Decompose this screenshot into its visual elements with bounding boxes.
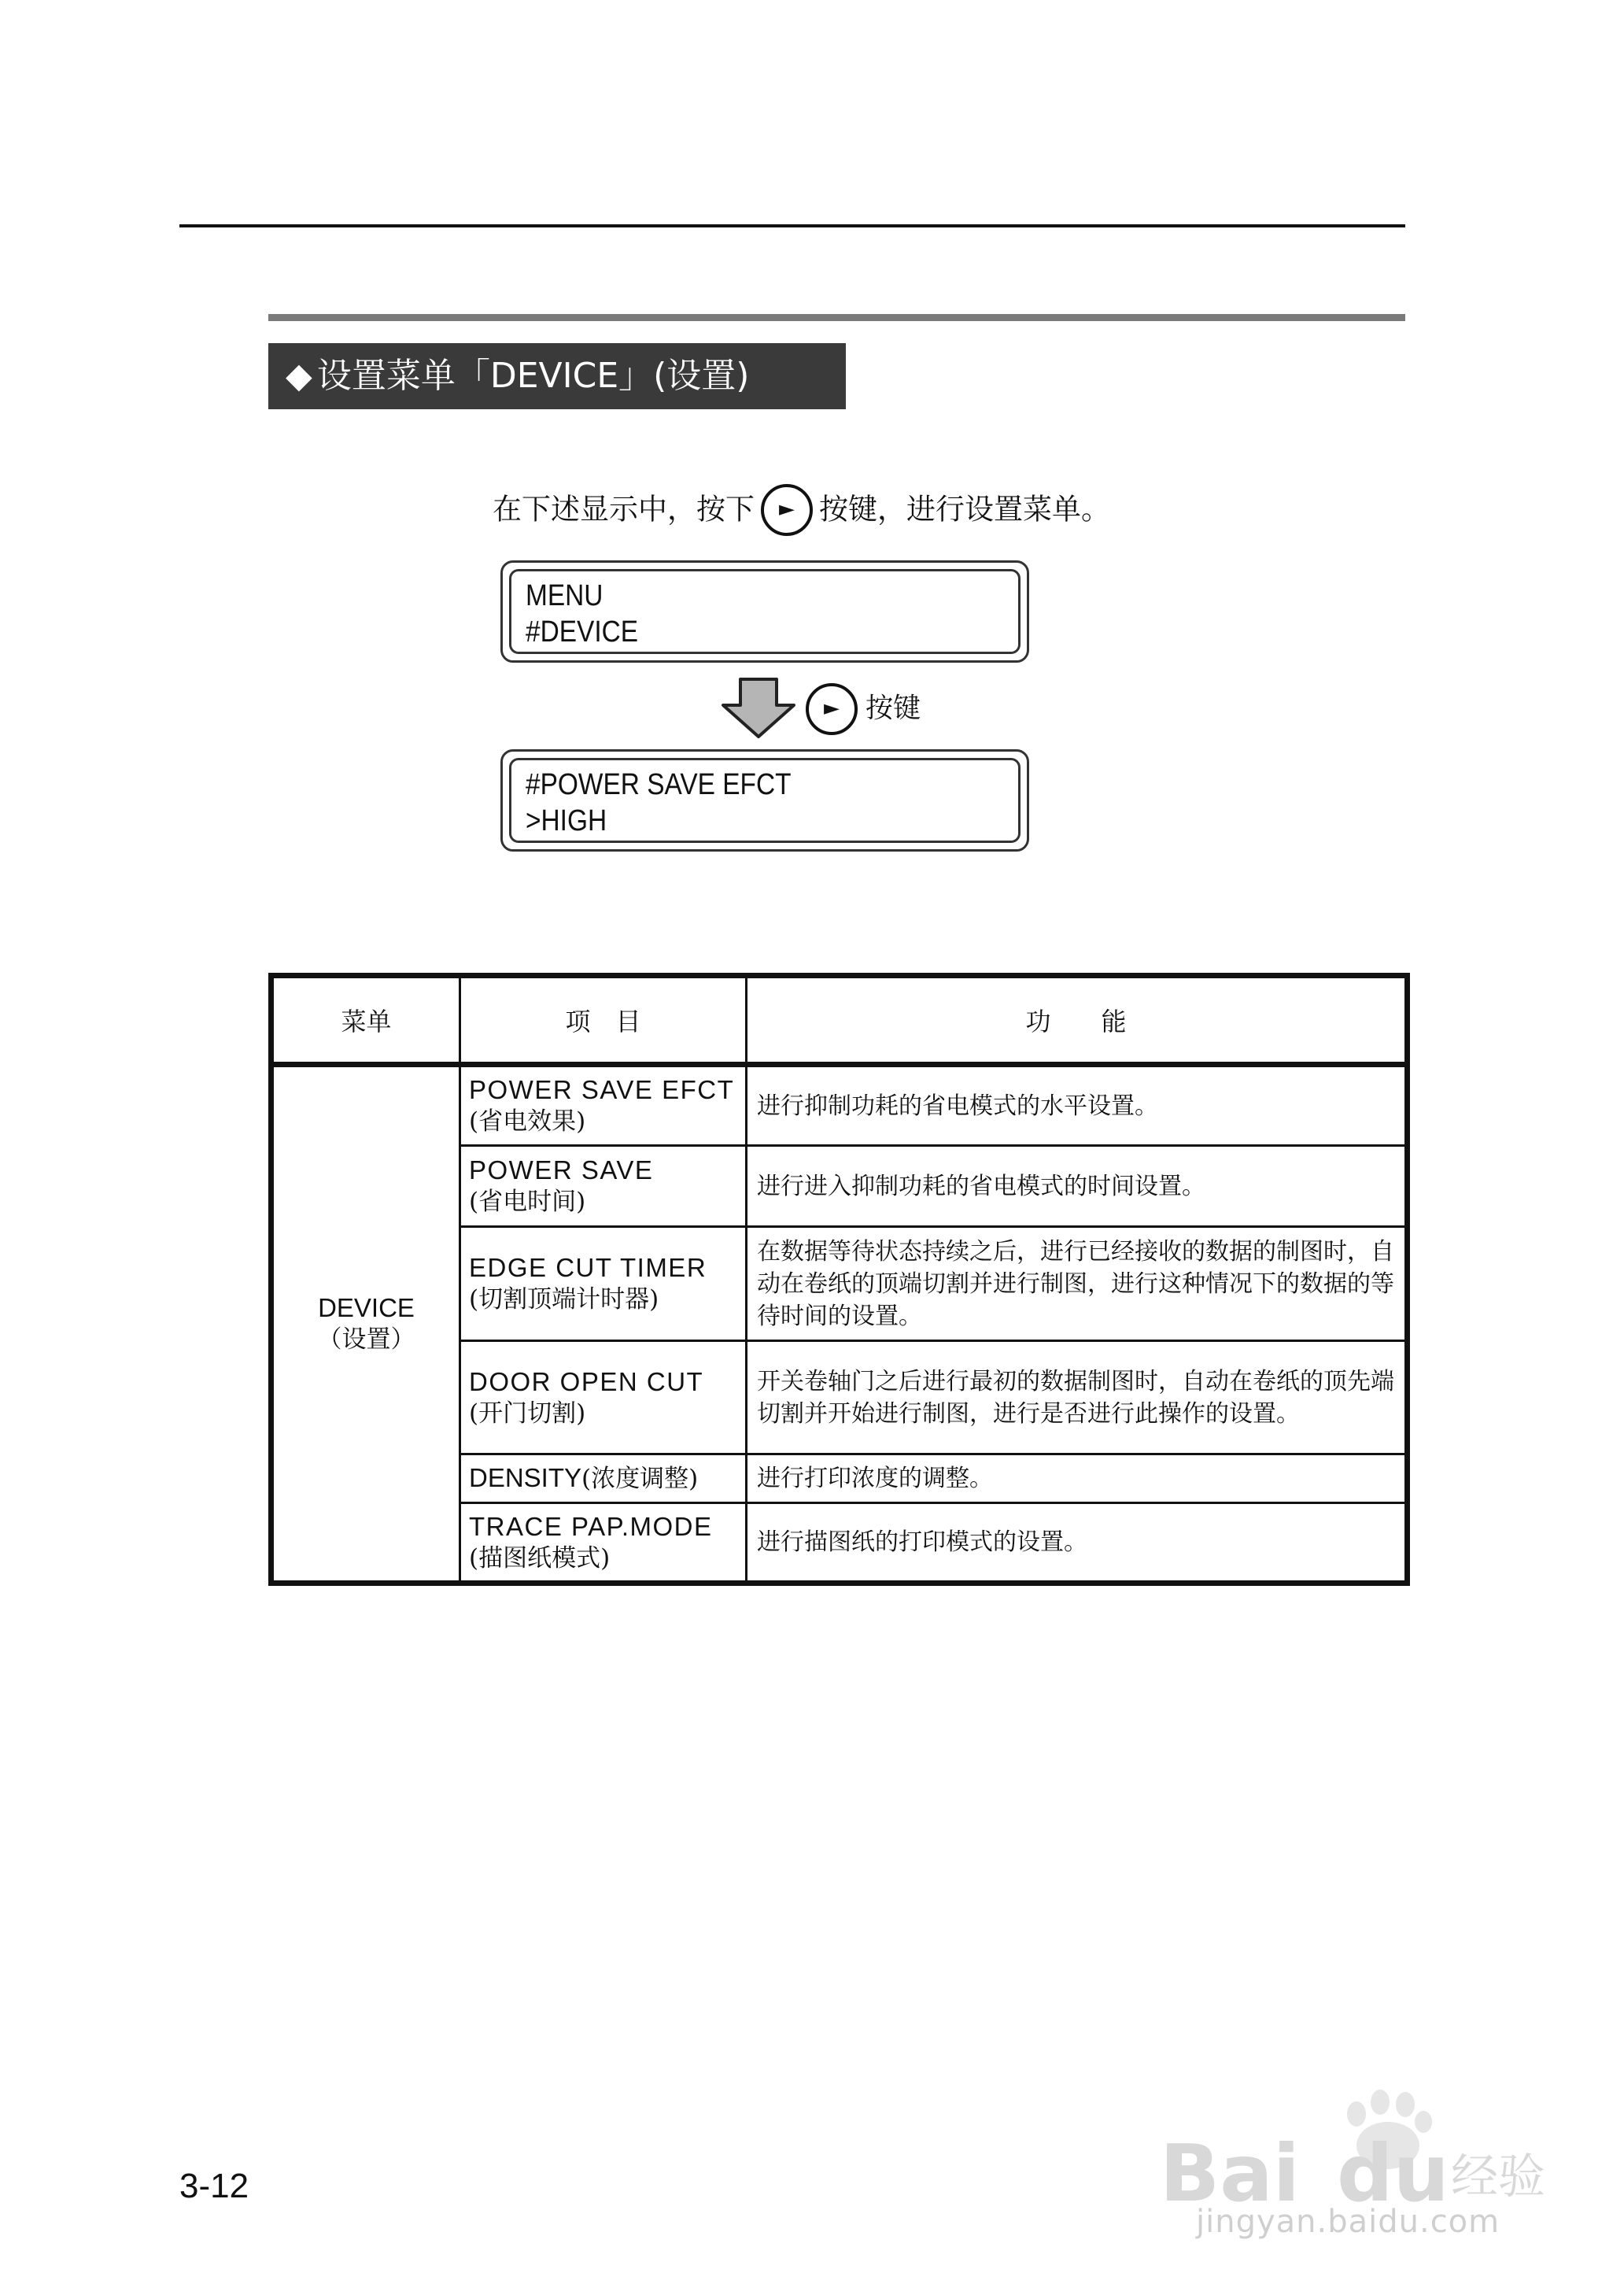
function-cell: 进行打印浓度的调整。 <box>747 1454 1408 1503</box>
lcd-display-power-save <box>500 749 1029 852</box>
intro-text-after: 按键，进行设置菜单。 <box>819 492 1110 527</box>
header-function: 功 能 <box>747 976 1408 1065</box>
table-row <box>271 1065 1408 1146</box>
key-press-indicator <box>806 682 921 735</box>
item-en: EDGE CUT TIMER <box>469 1253 707 1282</box>
item-en: POWER SAVE EFCT <box>469 1075 735 1104</box>
function-cell: 进行进入抑制功耗的省电模式的时间设置。 <box>747 1146 1408 1227</box>
section-heading <box>268 343 846 409</box>
function-cell: 进行描图纸的打印模式的设置。 <box>747 1503 1408 1584</box>
lcd-line-1: MENU <box>526 579 603 612</box>
item-cell <box>460 1503 747 1584</box>
item-zh: (浓度调整) <box>581 1465 699 1493</box>
diamond-icon: ◆ <box>286 356 312 396</box>
svg-text:经验: 经验 <box>1451 2149 1545 2204</box>
section-heading-text: 设置菜单「DEVICE」(设置) <box>316 356 750 396</box>
item-en: DOOR OPEN CUT <box>469 1366 704 1396</box>
lcd-line-1: #POWER SAVE EFCT <box>526 768 792 801</box>
watermark-url: jingyan.baidu.com <box>1196 2204 1500 2240</box>
lcd-line-2: #DEVICE <box>526 615 639 649</box>
function-cell: 开关卷轴门之后进行最初的数据制图时，自动在卷纸的顶先端切割并开始进行制图，进行是否进行此操作的设置。 <box>747 1341 1408 1454</box>
lcd-display-menu <box>500 560 1029 663</box>
svg-text:Bai: Bai <box>1160 2127 1300 2219</box>
section-rule <box>268 314 1405 321</box>
item-cell <box>460 1227 747 1341</box>
intro-text-before: 在下述显示中，按下 <box>493 492 755 527</box>
lcd-screen <box>509 569 1021 654</box>
key-label: 按键 <box>866 693 921 725</box>
item-en: DENSITY <box>469 1463 582 1492</box>
item-cell <box>460 1146 747 1227</box>
page-number: 3-12 <box>179 2167 249 2205</box>
item-zh: (省电时间) <box>469 1188 586 1216</box>
down-arrow-icon <box>719 677 798 740</box>
menu-name: DEVICE <box>318 1293 415 1322</box>
item-zh: (描图纸模式) <box>469 1543 611 1572</box>
svg-text:du: du <box>1337 2127 1449 2219</box>
intro-instruction <box>493 480 1110 535</box>
right-arrow-key-icon: ► <box>806 683 858 735</box>
menu-cell-device <box>271 1065 460 1584</box>
menu-sub: （设置） <box>317 1325 415 1354</box>
header-item: 项 目 <box>460 976 747 1065</box>
top-rule <box>179 224 1405 227</box>
header-menu: 菜单 <box>271 976 460 1065</box>
item-en: TRACE PAP.MODE <box>469 1511 713 1541</box>
item-cell <box>460 1341 747 1454</box>
lcd-line-2: >HIGH <box>526 804 607 837</box>
device-menu-table <box>268 973 1410 1586</box>
item-en: POWER SAVE <box>469 1155 654 1184</box>
table-header-row <box>271 976 1408 1065</box>
item-zh: (省电效果) <box>469 1107 586 1136</box>
lcd-screen <box>509 758 1021 843</box>
function-cell: 进行抑制功耗的省电模式的水平设置。 <box>747 1065 1408 1146</box>
item-zh: (切割顶端计时器) <box>469 1285 659 1314</box>
right-arrow-key-icon: ► <box>761 484 813 536</box>
function-cell: 在数据等待状态持续之后，进行已经接收的数据的制图时，自动在卷纸的顶端切割并进行制图，进行这种情况下的数据的等待时间的设置。 <box>747 1227 1408 1341</box>
item-cell <box>460 1065 747 1146</box>
item-zh: (开门切割) <box>469 1399 586 1428</box>
item-cell <box>460 1454 747 1503</box>
